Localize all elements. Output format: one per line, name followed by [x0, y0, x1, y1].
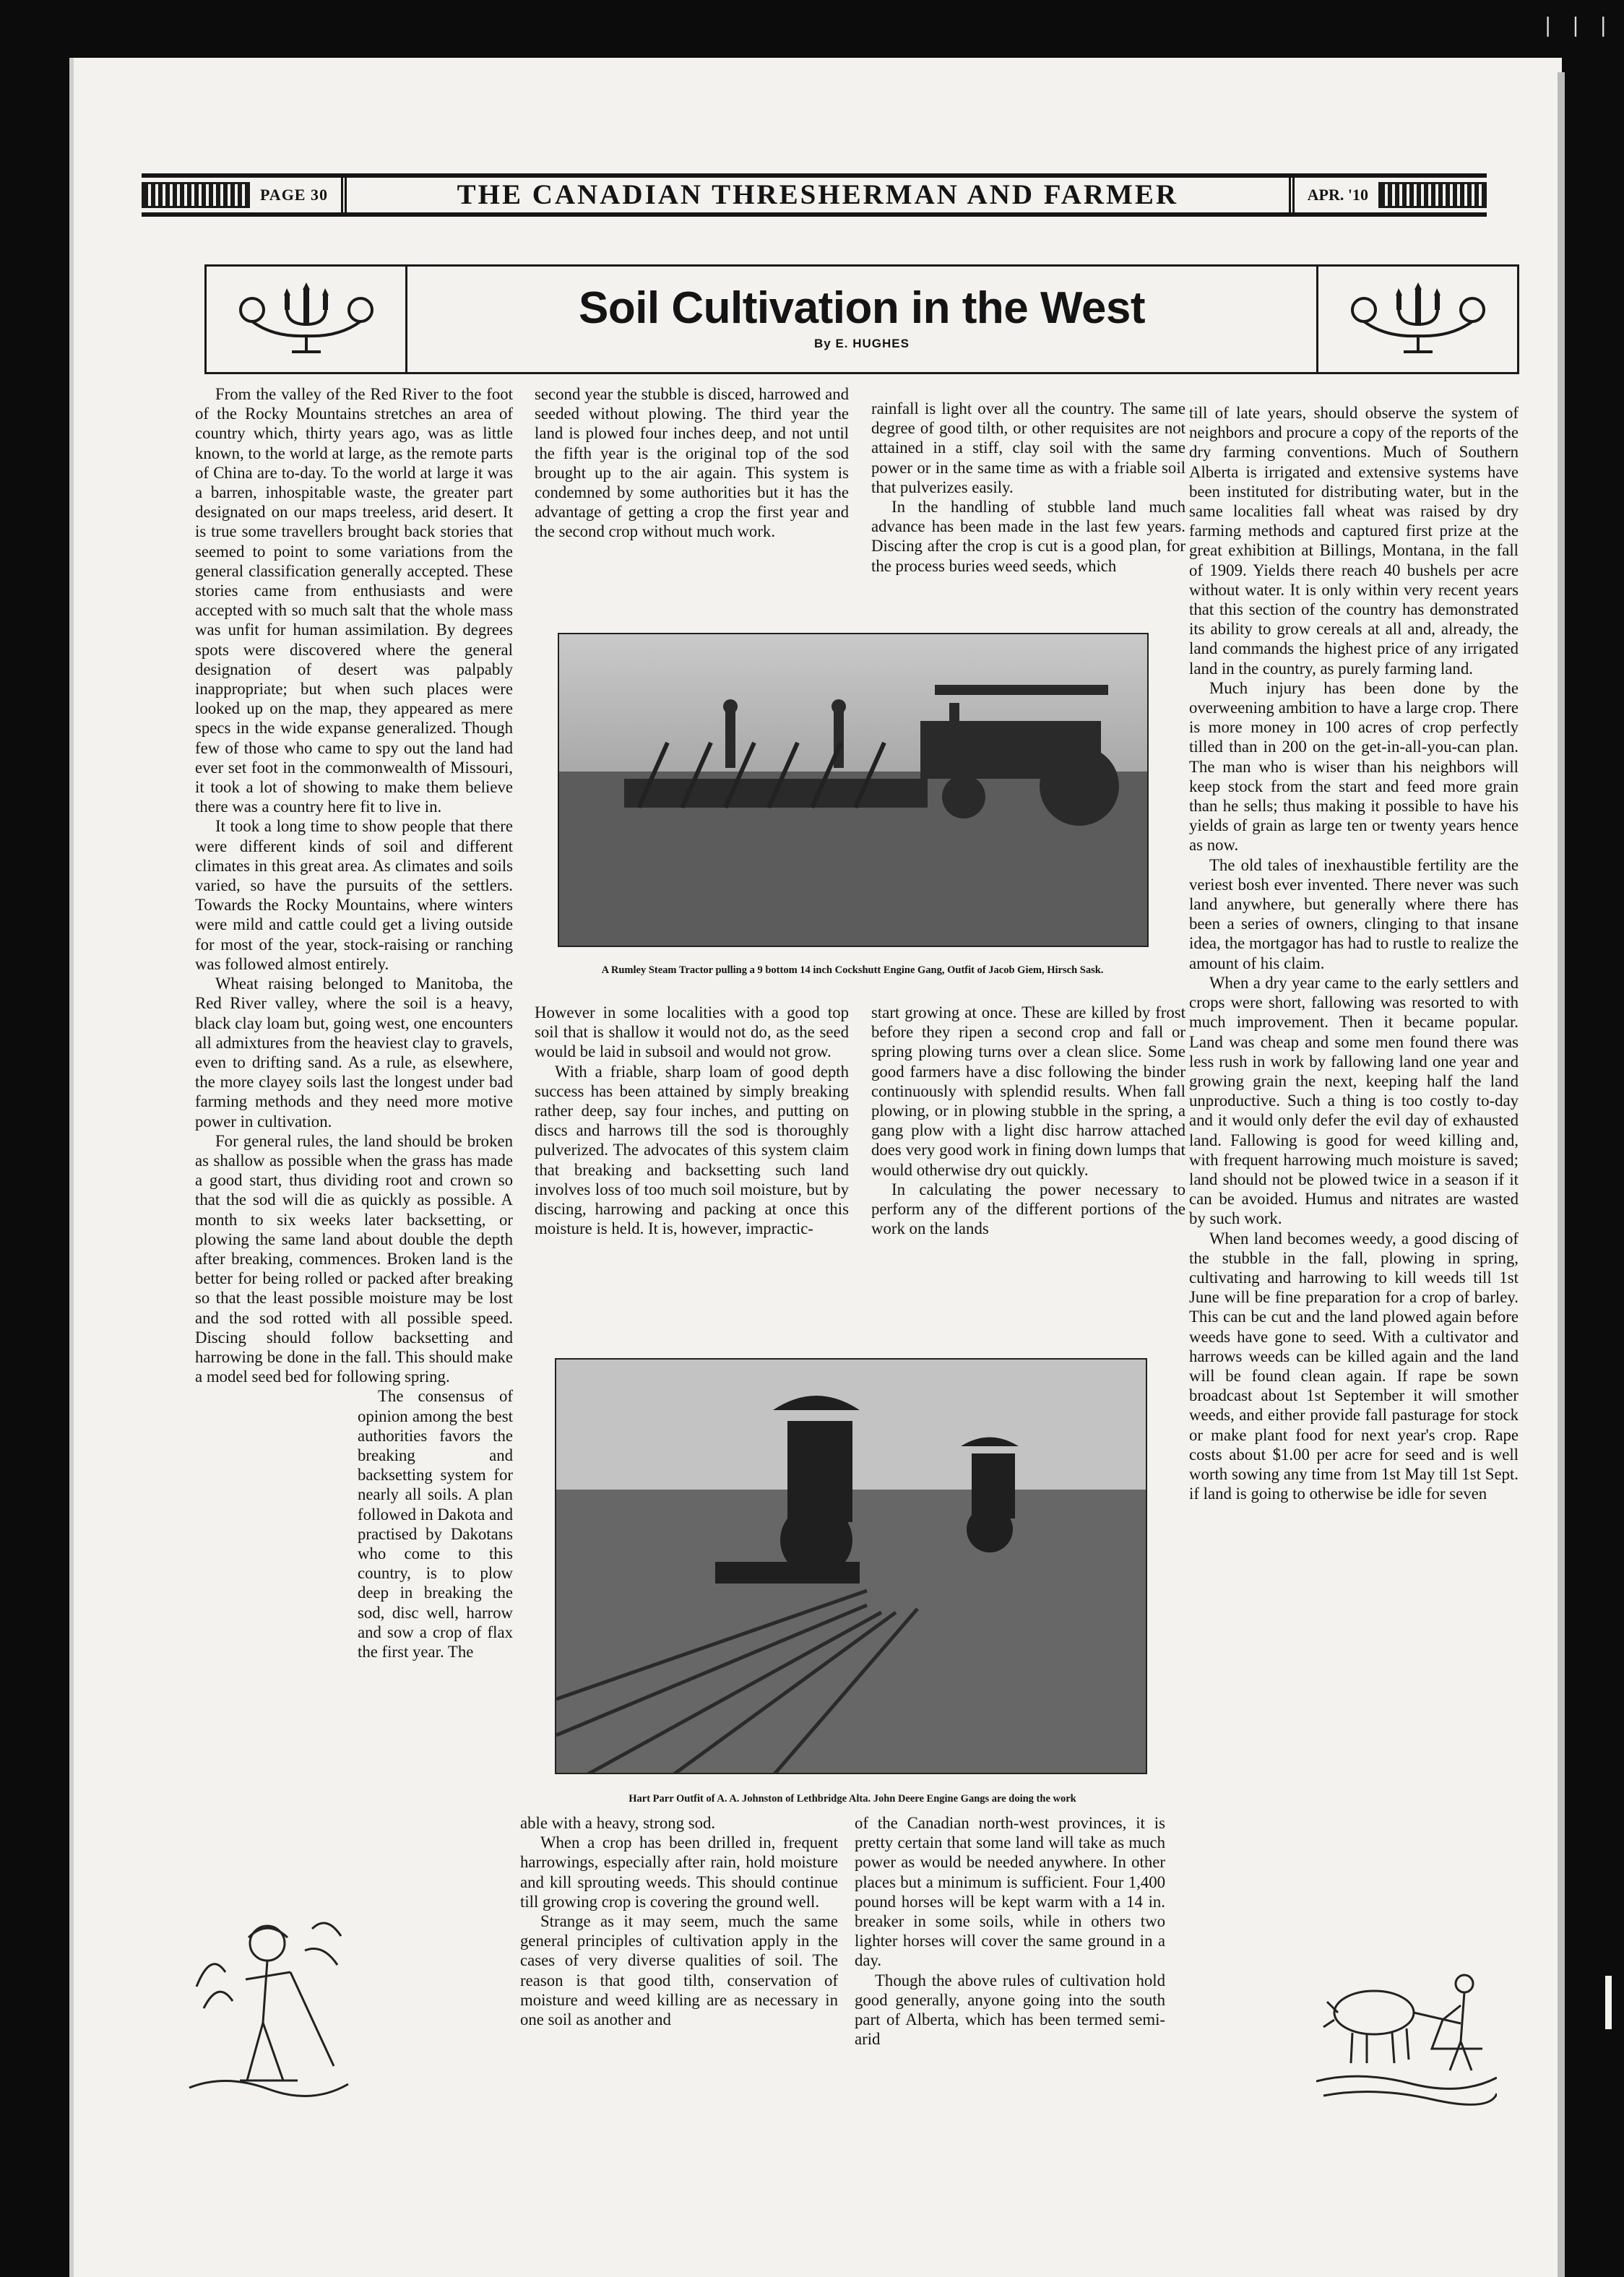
column-2-bottom — [520, 1813, 838, 2029]
scan-mark — [1605, 1976, 1612, 2029]
candelabra-ornament-right — [1316, 267, 1517, 372]
column-1 — [195, 384, 513, 1662]
paragraph: Much injury has been done by the overweening ambition to have a large crop. There is more money in 100 acres of crop perfectly tilled than in 200 on the get-in-all-you-can plan. The man who is wiser than his neighbors will keep stock from the start and feed more grain than he sells; thus making it possible to have his yields of grain as large ten or twenty years hence as now. — [1189, 678, 1519, 855]
publication-title: THE CANADIAN THRESHERMAN AND FARMER — [341, 178, 1295, 212]
photo-1-caption: A Rumley Steam Tractor pulling a 9 bottom 14 inch Cockshutt Engine Gang, Outfit of Jacob Giem, Hirsch Sask. — [601, 964, 1104, 976]
column-3-bottom — [855, 1813, 1165, 2049]
oxen-plowing-illustration — [1316, 1962, 1497, 2114]
photo-hart-parr-outfit — [555, 1358, 1147, 1774]
article-header-box — [204, 264, 1519, 374]
issue-date: APR. '10 — [1307, 186, 1368, 204]
column-3-top — [871, 399, 1185, 576]
article-title: Soil Cultivation in the West — [578, 283, 1145, 333]
masthead-left-ornament — [142, 182, 250, 208]
paragraph: second year the stubble is disced, harrowed and seeded without plowing. The third year the land is plowed four inches deep, and not until the fifth year is the original top of the sod brought up to the air again. This system is condemned by some authorities but it has the advantage of getting a crop the first year and the second crop without much work. — [535, 385, 849, 541]
paragraph: start growing at once. These are killed by frost before they ripen a second crop and fall or spring plowing turns over a clean slice. Some good farmers have a disc following the binder continuously with splendid results. When fall plowing, or in plowing stubble in the spring, a gang plow with a light disc harrow attached does very good work in fining down lumps that would otherwise dry out quickly. — [871, 1003, 1185, 1179]
column-2-middle — [535, 1003, 849, 1238]
column-3-middle — [871, 1003, 1185, 1238]
page-number: PAGE 30 — [260, 186, 328, 204]
column-2-top — [535, 384, 849, 542]
masthead-right-ornament — [1378, 182, 1487, 208]
scan-marks: | | | — [1544, 13, 1614, 37]
paragraph: The old tales of inexhaustible fertility are the veriest bosh ever invented. There never was such land anywhere, but generally where there has been a series of owners, clinging to that insane idea, the mortgagor has had to rustle to realize the amount of his claim. — [1189, 855, 1519, 972]
paragraph: In calculating the power necessary to perform any of the different portions of the work on the lands — [871, 1180, 1185, 1238]
photo-2-caption: Hart Parr Outfit of A. A. Johnston of Lethbridge Alta. John Deere Engine Gangs are doing the work — [629, 1793, 1076, 1805]
paragraph: It took a long time to show people that there were different kinds of soil and different climates in this great area. As climates and soils varied, so have the pursuits of the settlers. Towards the Rocky Mountains, where winters were mild and cattle could get a living outside for most of the year, stock-raising or ranching was followed almost entirely. — [195, 817, 513, 973]
paragraph: However in some localities with a good top soil that is shallow it would not do, as the seed would be laid in subsoil and would not grow. — [535, 1003, 849, 1061]
article-byline: By E. HUGHES — [814, 337, 910, 350]
paragraph: Strange as it may seem, much the same general principles of cultivation apply in the cases of very diverse qualities of soil. The reason is that good tilth, conservation of moisture and weed killing are as necessary in one soil as another and — [520, 1912, 838, 2029]
masthead — [142, 173, 1487, 217]
paragraph: When land becomes weedy, a good discing of the stubble in the fall, plowing in spring, cultivating and harrowing to kill weeds till 1st June will be fine preparation for a crop of barley. This can be cut and the land plowed again before weeds have gone to seed. With a cultivator and harrows weeds can be killed again and the land will be found clean again. If rape be sown broadcast about 1st September it will smother weeds, and either provide fall pasturage for stock or make plant food for next year's crop. Rape costs about $1.00 per acre for seed and is well worth sowing any time from 1st May till 1st Sept. if land is going to otherwise be idle for seven — [1189, 1229, 1519, 1503]
paragraph: In the handling of stubble land much advance has been made in the last few years. Discing after the crop is cut is a good plan, for the process buries weed seeds, which — [871, 498, 1185, 575]
paragraph: When a dry year came to the early settlers and crops were short, fallowing was resorted to with much improvement. Then it became popular. Land was cheap and some men found there was less rush in work by fallowing land one year and growing grain the next, keeping half the land unproductive. Such a thing is too costly to-day and it would only defer the evil day of exhausted land. Fallowing is good for weed killing and, with frequent harrowing much moisture is saved; land should not be plowed twice in a season if it can be avoided. Humus and nitrates are wasted by such work. — [1189, 973, 1519, 1228]
paragraph: till of late years, should observe the system of neighbors and procure a copy of the reports of the dry farming conventions. Much of Southern Alberta is irrigated and extensive systems have been instituted for distributing water, but in the same localities fall wheat was raised by dry farming methods and captured first prize at the great exhibition at Billings, Montana, in the fall of 1909. Yields there reach 40 bushels per acre without water. It is only within very recent years that this section of the country has demonstrated its ability to grow cereals at all and, already, the land commands the highest price of any irrigated land in the country, as purely farming land. — [1189, 404, 1519, 678]
column-4 — [1189, 403, 1519, 1503]
paragraph: The consensus of opinion among the best authorities favors the breaking and backsetting system for nearly all soils. A plan followed in Dakota and practised by Dakotans who come to this country, is to plow deep in breaking the sod, disc well, harrow and sow a crop of flax the first year. The — [358, 1387, 513, 1661]
paragraph: Wheat raising belonged to Manitoba, the Red River valley, where the soil is a heavy, black clay loam but, going west, one encounters all admixtures from the heaviest clay to gravels, even to drifting sand. As a rule, as elsewhere, the more clayey soils last the longest under bad farming methods and they need more motive power in cultivation. — [195, 975, 513, 1131]
paragraph: When a crop has been drilled in, frequent harrowings, especially after rain, hold moisture and kill sprouting weeds. This should continue till growing crop is covering the ground well. — [520, 1833, 838, 1911]
candelabra-ornament-left — [207, 267, 407, 372]
paragraph: of the Canadian north-west provinces, it is pretty certain that some land will take as much power as would be needed anywhere. In other places but a minimum is sufficient. Four 1,400 pound horses will be kept warm with a 14 in. breaker in some soils, while in others two lighter horses will cover the same ground in a day. — [855, 1814, 1165, 1970]
page-edge — [1558, 72, 1565, 2277]
paragraph: From the valley of the Red River to the foot of the Rocky Mountains stretches an area of country which, thirty years ago, was as little known, to the world at large, as the remote parts of China are to-day. To the world at large it was a barren, inhospitable waste, the greater part designated on our maps treeless, arid desert. It is true some travellers brought back stories that seemed to point to some variations from the general classification generally accepted. These stories came from enthusiasts and were accepted with so much salt that the whole mass was unfit for human assimilation. By degrees spots were discovered where the general designation of desert was palpably inappropriate; but when such places were looked up on the map, they appeared as mere specs in the wide expanse generalized. Though few of those who came to spy out the land had ever set foot in the commonwealth of Missouri, it took a lot of showing to make them believe there was a country here fit to live in. — [195, 385, 513, 816]
paragraph: Though the above rules of cultivation hold good generally, anyone going into the south part of Alberta, which has been termed semi-arid — [855, 1971, 1165, 2049]
paragraph: For general rules, the land should be broken as shallow as possible when the grass has made a good start, thus dividing root and crown so that the sod will die as quickly as possible. A month to six weeks later backsetting, or plowing the same land about double the depth after breaking, commences. Broken land is the better for being rolled or packed after breaking so that the least possible moisture may be lost and the sod rotted with all possible speed. Discing should follow backsetting and harrowing be done in the fall. This should make a model seed bed for following spring. — [195, 1131, 513, 1386]
paragraph: With a friable, sharp loam of good depth success has been attained by simply breaking rather deep, say four inches, and putting on discs and harrows till the sod is thoroughly pulverized. The advocates of this system claim that breaking and backsetting such land involves loss of too much soil moisture, but by discing, harrowing and packing at once this moisture is held. It is, however, impractic- — [535, 1062, 849, 1238]
paragraph: rainfall is light over all the country. The same degree of good tilth, or other requisites are not attained in a stiff, clay soil with the same power or in the same time as with a friable soil that pulverizes easily. — [871, 399, 1185, 496]
farmer-hoeing-illustration — [182, 1900, 355, 2109]
photo-rumley-steam-tractor — [558, 633, 1149, 947]
paragraph: able with a heavy, strong sod. — [520, 1814, 716, 1832]
